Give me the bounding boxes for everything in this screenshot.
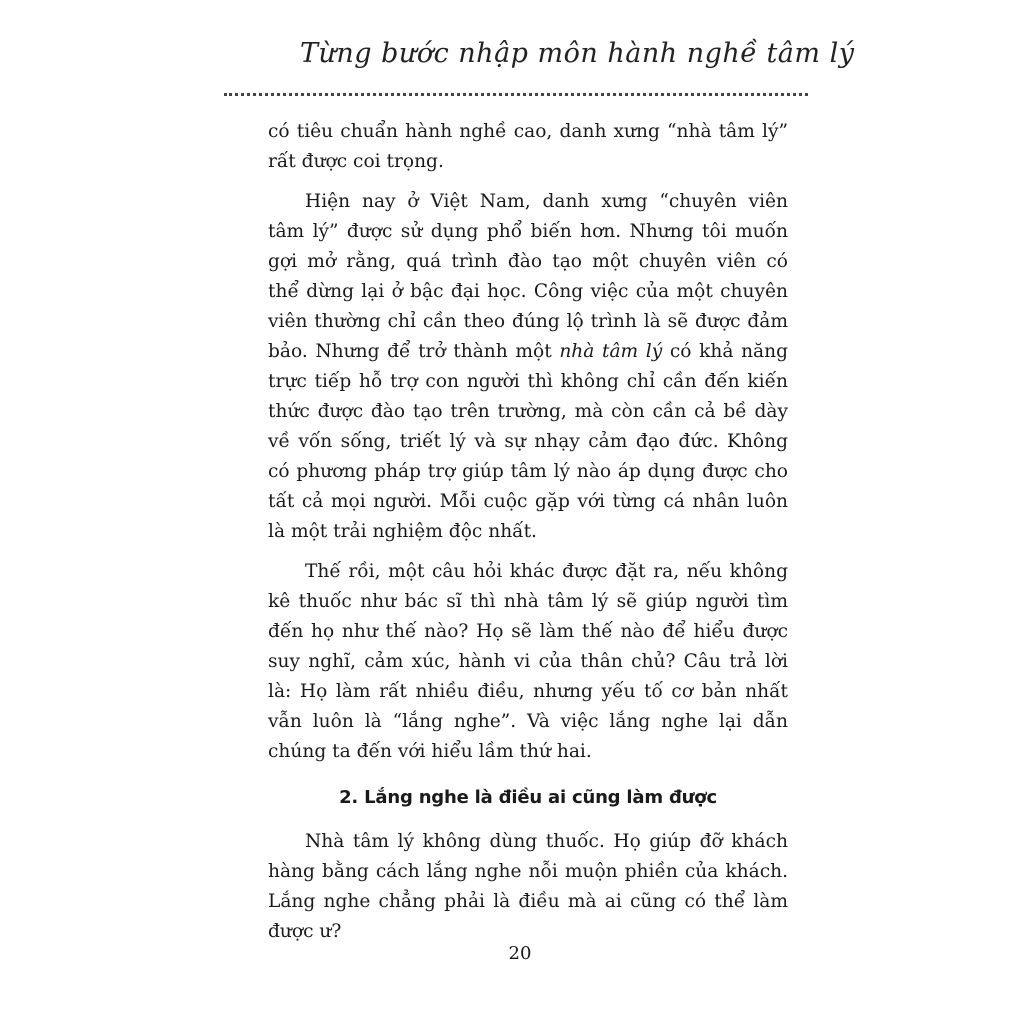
header-dotted-rule xyxy=(224,93,808,96)
text-segment: bảo. Nhưng để trở thành một xyxy=(268,341,560,362)
section-heading: 2. Lắng nghe là điều ai cũng làm được xyxy=(339,787,717,808)
text-line: hàng bằng cách lắng nghe nỗi muộn phiền của khách. xyxy=(268,861,788,882)
text-line: đến họ như thế nào? Họ sẽ làm thế nào để hiểu được xyxy=(268,621,788,642)
text-line: về vốn sống, triết lý và sự nhạy cảm đạo đức. Không xyxy=(268,431,788,452)
text-line: tâm lý” được sử dụng phổ biến hơn. Nhưng tôi muốn xyxy=(268,221,788,242)
body-text xyxy=(268,117,788,947)
running-header-title: Từng bước nhập môn hành nghề tâm lý xyxy=(300,38,855,69)
text-line: suy nghĩ, cảm xúc, hành vi của thân chủ? Câu trả lời xyxy=(268,651,788,672)
text-line: có tiêu chuẩn hành nghề cao, danh xưng “nhà tâm lý” xyxy=(268,121,788,142)
text-line: Hiện nay ở Việt Nam, danh xưng “chuyên viên xyxy=(305,191,788,212)
text-line: là: Họ làm rất nhiều điều, nhưng yếu tố cơ bản nhất xyxy=(268,681,788,702)
text-line: Lắng nghe chẳng phải là điều mà ai cũng có thể làm xyxy=(268,891,788,912)
paragraph-1 xyxy=(268,117,788,177)
text-line: rất được coi trọng. xyxy=(268,151,444,172)
text-line: thức được đào tạo trên trường, mà còn cần cả bề dày xyxy=(268,401,788,422)
text-line: viên thường chỉ cần theo đúng lộ trình là sẽ được đảm xyxy=(268,311,788,332)
text-line: gợi mở rằng, quá trình đào tạo một chuyên viên có xyxy=(268,251,788,272)
paragraph-3 xyxy=(268,557,788,767)
text-line: thể dừng lại ở bậc đại học. Công việc của một chuyên xyxy=(268,281,788,302)
text-line: có phương pháp trợ giúp tâm lý nào áp dụng được cho xyxy=(268,461,788,482)
page-number: 20 xyxy=(508,943,532,964)
text-line: được ư? xyxy=(268,921,342,942)
paragraph-2 xyxy=(268,187,788,547)
text-line: tất cả mọi người. Mỗi cuộc gặp với từng cá nhân luôn xyxy=(268,491,788,512)
text-line: kê thuốc như bác sĩ thì nhà tâm lý sẽ giúp người tìm xyxy=(268,591,788,612)
italic-phrase: nhà tâm lý xyxy=(559,341,663,362)
text-line: là một trải nghiệm độc nhất. xyxy=(268,521,537,542)
paragraph-4 xyxy=(268,827,788,947)
text-line: trực tiếp hỗ trợ con người thì không chỉ cần đến kiến xyxy=(268,371,788,392)
text-line: chúng ta đến với hiểu lầm thứ hai. xyxy=(268,741,592,762)
text-line: vẫn luôn là “lắng nghe”. Và việc lắng nghe lại dẫn xyxy=(268,711,788,732)
text-line: Thế rồi, một câu hỏi khác được đặt ra, nếu không xyxy=(305,561,788,582)
text-segment: có khả năng xyxy=(662,341,788,362)
text-line-with-italic xyxy=(268,337,788,367)
text-line: Nhà tâm lý không dùng thuốc. Họ giúp đỡ khách xyxy=(305,831,788,852)
